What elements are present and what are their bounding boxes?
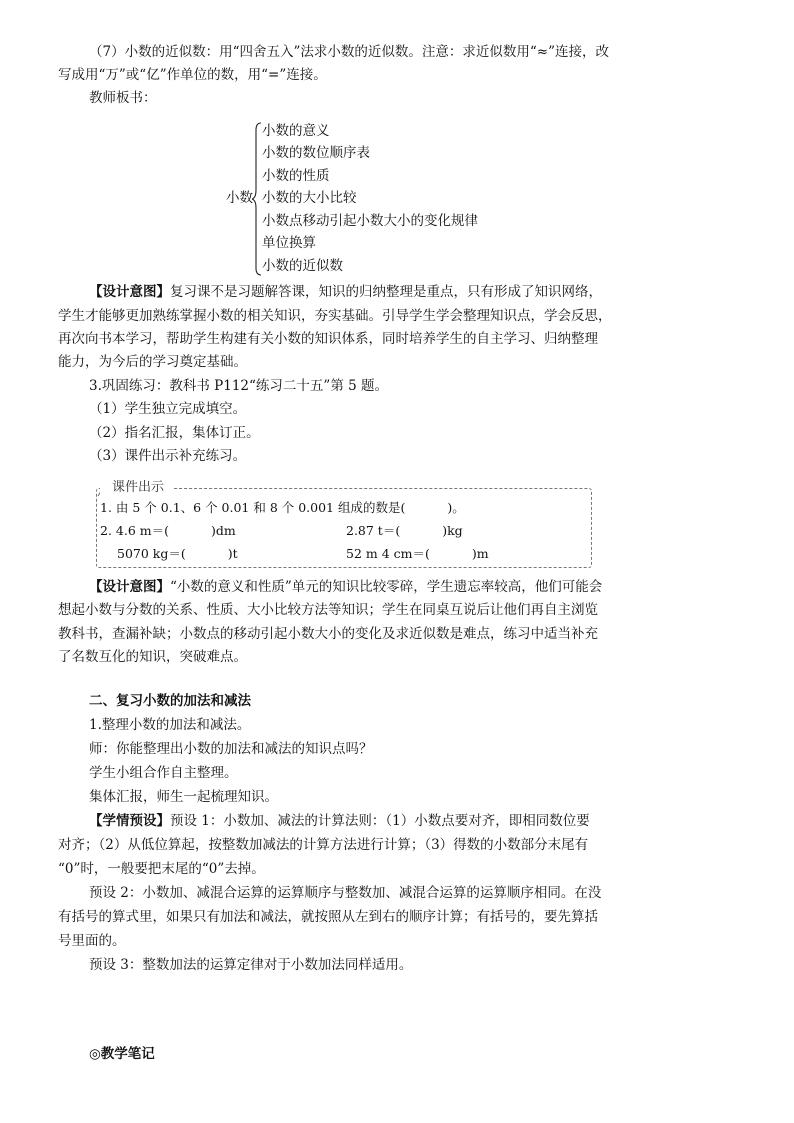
section-heading: 二、复习小数的加法和减法 <box>89 693 251 709</box>
teacher-question: 师：你能整理出小数的加法和减法的知识点吗？ <box>89 741 373 757</box>
board-title: 教师板书： <box>89 90 157 106</box>
design-intent-text: 复习课不是习题解答课，知识的归纳整理是重点，只有形成了知识网络， <box>170 284 602 300</box>
left-brace-icon <box>252 122 262 276</box>
preset-label: 【学情预设】 <box>89 813 170 829</box>
design-intent-1-line4: 能力，为今后的学习奠定基础。 <box>58 354 247 370</box>
step-1: 1.整理小数的加法和减法。 <box>89 717 251 733</box>
preset-1 <box>89 810 590 832</box>
item7-line2: 写成用“万”或“亿”作单位的数，用“=”连接。 <box>58 67 327 83</box>
preset-1-line2: 对齐；（2）从低位算起，按整数加减法的计算方法进行计算；（3）得数的小数部分末尾有 <box>58 837 589 853</box>
board-root-label: 小数 <box>226 190 253 206</box>
preset-2-line2: 有括号的算式里，如果只有加法和减法，就按照从左到右的顺序计算；有括号的，要先算括 <box>58 909 598 925</box>
exercise-q3a-text: 5070 kg＝( <box>117 546 186 561</box>
board-item: 小数点移动引起小数大小的变化规律 <box>262 213 478 229</box>
preset-1-text: 预设 1：小数加、减法的计算法则：（1）小数点要对齐，即相同数位要 <box>170 813 590 829</box>
design-intent-1 <box>89 281 602 303</box>
students-work: 学生小组合作自主整理。 <box>89 765 238 781</box>
preset-3: 预设 3：整数加法的运算定律对于小数加法同样适用。 <box>89 957 413 973</box>
practice-step: （3）课件出示补充练习。 <box>89 448 247 464</box>
design-intent-2-line4: 了名数互化的知识，突破难点。 <box>58 649 247 665</box>
exercise-q1-end: )。 <box>447 500 465 515</box>
preset-2-line3: 号里面的。 <box>58 933 126 949</box>
design-intent-text: “小数的意义和性质”单元的知识比较零碎，学生遗忘率较高，他们可能会 <box>170 579 603 595</box>
board-item: 小数的意义 <box>262 123 330 139</box>
exercise-q2b-unit: )kg <box>442 523 463 538</box>
design-intent-1-line2: 学生才能够更加熟练掌握小数的相关知识，夯实基础。引导学生学会整理知识点，学会反思， <box>58 308 612 324</box>
exercise-q2b-text: 2.87 t＝( <box>346 523 401 538</box>
design-intent-label: 【设计意图】 <box>89 284 170 300</box>
preset-2: 预设 2：小数加、减混合运算的运算顺序与整数加、减混合运算的运算顺序相同。在没 <box>89 885 602 901</box>
design-intent-2-line3: 教科书，查漏补缺；小数点的移动引起小数大小的变化及求近似数是难点，练习中适当补充 <box>58 626 598 642</box>
design-intent-1-line3: 再次向书本学习，帮助学生构建有关小数的知识体系，同时培养学生的自主学习、归纳整理 <box>58 331 598 347</box>
design-intent-2 <box>89 576 602 598</box>
exercise-q3b <box>346 544 489 564</box>
board-item: 单位换算 <box>262 235 316 251</box>
exercise-q3a <box>117 544 238 564</box>
exercise-q1-text: 1. 由 5 个 0.1、6 个 0.01 和 8 个 0.001 组成的数是( <box>100 500 406 515</box>
exercise-q2b <box>346 521 463 541</box>
board-item: 小数的大小比较 <box>262 190 357 206</box>
design-intent-label: 【设计意图】 <box>89 579 170 595</box>
board-item: 小数的数位顺序表 <box>262 145 370 161</box>
group-report: 集体汇报，师生一起梳理知识。 <box>89 789 278 805</box>
exercise-q2a-text: 2. 4.6 m＝( <box>100 523 169 538</box>
board-item: 小数的性质 <box>262 168 330 184</box>
practice-step: （2）指名汇报，集体订正。 <box>89 425 260 441</box>
courseware-tag: 课件出示 <box>100 478 172 498</box>
exercise-q1 <box>100 498 465 518</box>
exercise-q2a <box>100 521 236 541</box>
teaching-notes-title: ◎教学笔记 <box>89 1046 155 1062</box>
design-intent-2-line2: 想起小数与分数的关系、性质、大小比较方法等知识；学生在同桌互说后让他们再自主浏览 <box>58 602 598 618</box>
exercise-q2a-unit: )dm <box>210 523 236 538</box>
preset-1-line3: “0”时，一般要把末尾的“0”去掉。 <box>58 861 265 877</box>
board-item: 小数的近似数 <box>262 258 343 274</box>
exercise-q3b-unit: )m <box>471 546 489 561</box>
practice-step: （1）学生独立完成填空。 <box>89 401 247 417</box>
item7-line1: （7）小数的近似数：用“四舍五入”法求小数的近似数。注意：求近似数用“≈”连接，改 <box>89 44 610 60</box>
exercise-q3b-text: 52 m 4 cm＝( <box>346 546 430 561</box>
exercise-q3a-unit: )t <box>227 546 238 561</box>
practice-title: 3.巩固练习：教科书 P112“练习二十五”第 5 题。 <box>89 378 388 394</box>
